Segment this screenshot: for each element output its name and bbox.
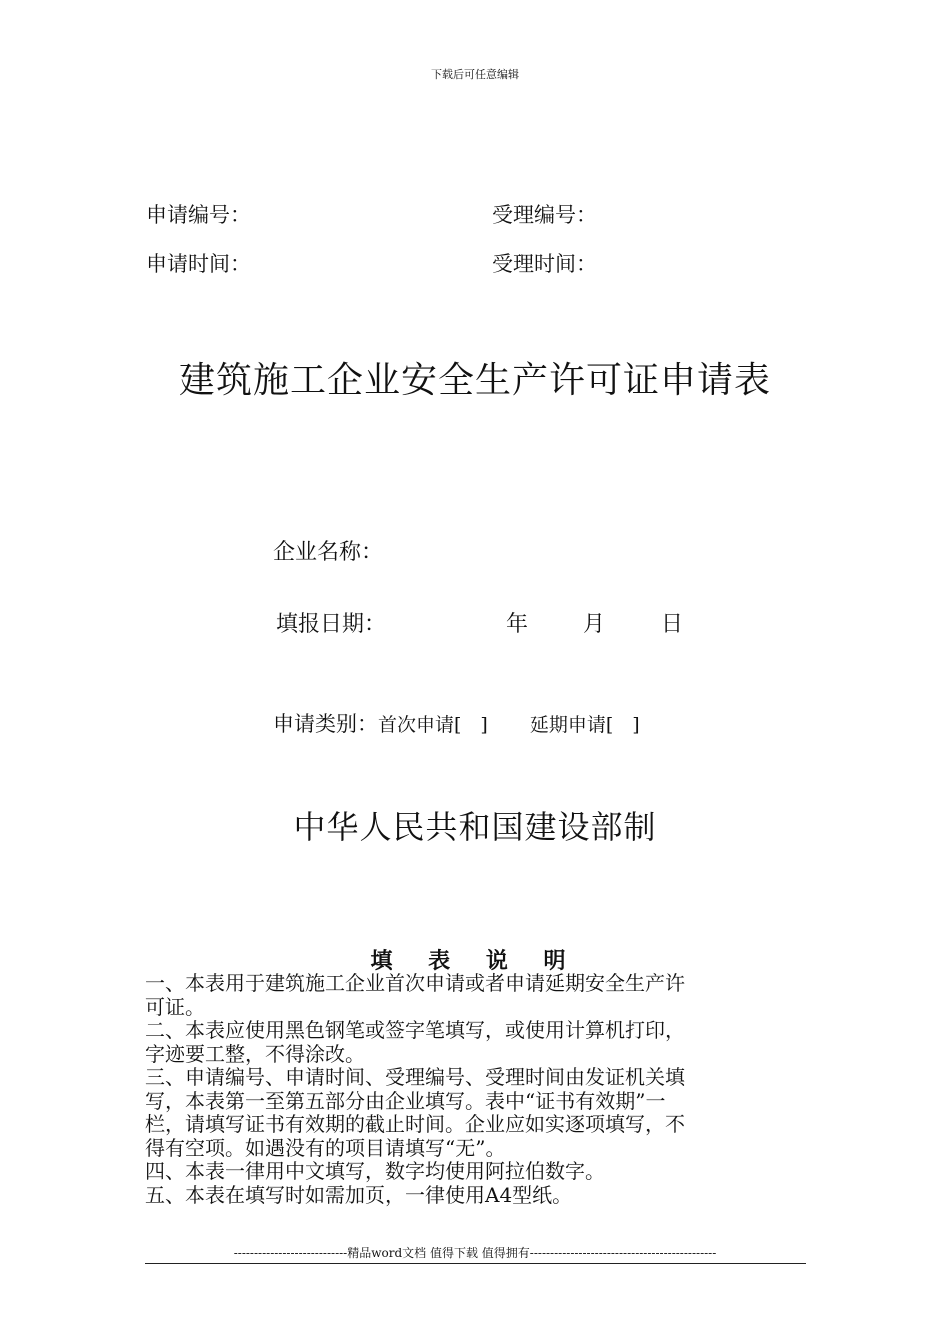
instructions-body [145,972,795,1207]
extension-application-option[interactable]: 延期申请[ ] [529,714,640,736]
instruction-line: 五、本表在填写时如需加页，一律使用A4型纸。 [145,1182,573,1207]
top-note: 下载后可任意编辑 [431,68,519,81]
footer-text: ----------------------------精品word文档 值得下载 值得拥有---------------------------------------------- [233,1246,717,1260]
year-label: 年 [506,612,529,637]
instruction-line: 可证。 [145,994,205,1019]
first-application-option[interactable]: 首次申请[ ] [378,714,488,736]
instruction-line: 字迹要工整，不得涂改。 [145,1041,365,1066]
instruction-line: 得有空项。如遇没有的项目请填写“无”。 [145,1135,506,1160]
application-type-row [273,708,640,738]
application-type-label: 申请类别： [273,712,378,736]
report-date-label: 填报日期： [276,612,387,637]
issuer-line: 中华人民共和国建设部制 [293,808,657,846]
month-label: 月 [583,612,606,637]
application-time-label: 申请时间： [146,252,251,276]
document-title: 建筑施工企业安全生产许可证申请表 [178,360,771,401]
footer-divider [145,1263,806,1264]
instruction-line: 栏，请填写证书有效期的截止时间。企业应如实逐项填写，不 [145,1112,685,1136]
instruction-line: 三、申请编号、申请时间、受理编号、受理时间由发证机关填 [145,1065,685,1089]
instruction-line: 写，本表第一至第五部分由企业填写。表中“证书有效期”一 [145,1088,666,1113]
instruction-line: 一、本表用于建筑施工企业首次申请或者申请延期安全生产许 [145,971,685,995]
instruction-line: 二、本表应使用黑色钢笔或签字笔填写，或使用计算机打印， [145,1018,685,1042]
application-number-label: 申请编号： [146,203,251,227]
acceptance-number-label: 受理编号： [492,203,597,227]
acceptance-time-label: 受理时间： [492,252,597,276]
instructions-title: 填 表 说 明 [370,948,580,974]
day-label: 日 [661,612,684,637]
company-name-label: 企业名称： [273,540,384,565]
instruction-line: 四、本表一律用中文填写，数字均使用阿拉伯数字。 [145,1159,605,1183]
